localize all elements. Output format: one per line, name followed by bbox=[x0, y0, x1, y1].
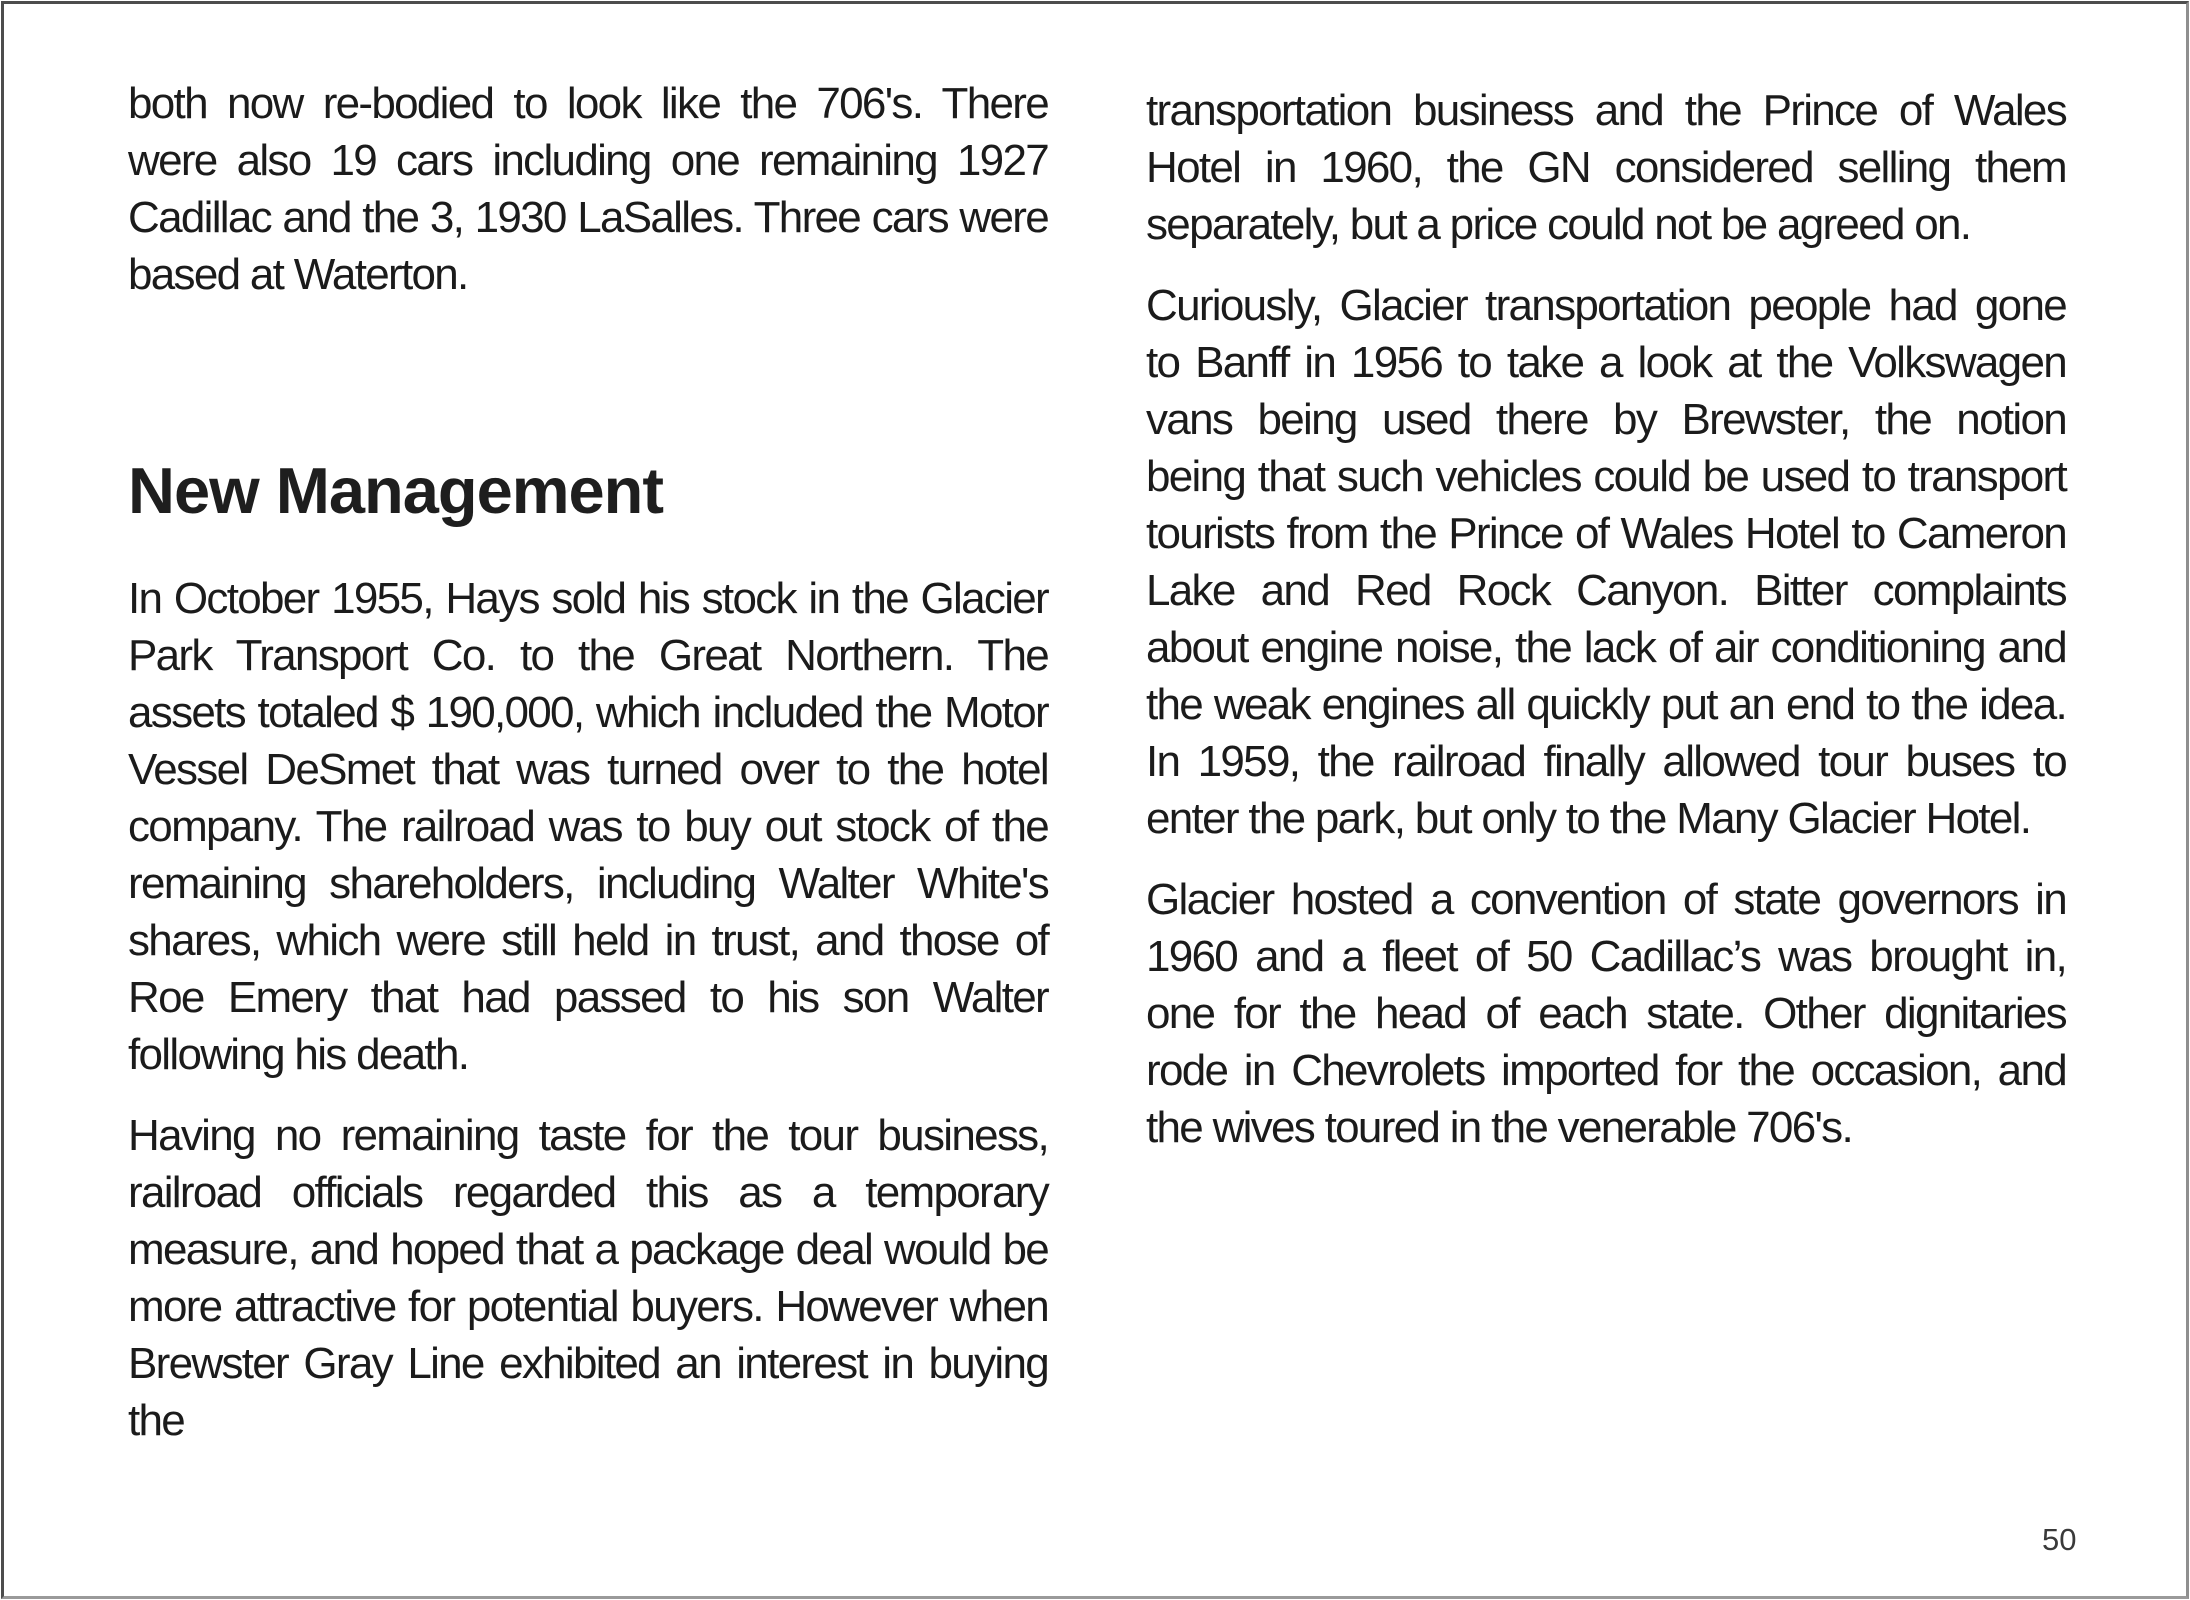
paragraph-continues-to-next-column: Having no remaining taste for the tour business, railroad officials regarded this as a temporary measure, and hoped that a package deal would be more attractive for potential buyers. However when Brewster Gray Line exhibited an interest in buying the bbox=[128, 1111, 1048, 1445]
section-heading: New Management bbox=[128, 454, 664, 527]
paragraph: In October 1955, Hays sold his stock in the Glacier Park Transport Co. to the Great Northern. The assets totaled $ 190,000, which included the Motor Vessel DeSmet that was turned over to the hotel company. The railroad was to buy out stock of the remaining shareholders, including Walter White's shares, which were still held in trust, and those of Roe Emery that had passed to his son Walter following his death. bbox=[128, 574, 1048, 1079]
paragraph-continued-from-left-column: transportation business and the Prince of Wales Hotel in 1960, the GN considered selling them separately, but a price could not be agreed on. bbox=[1146, 86, 2066, 249]
paragraph-continued-from-previous-page: both now re-bodied to look like the 706's. There were also 19 cars including one remaining 1927 Cadillac and the 3, 1930 LaSalles. Three cars were based at Waterton. bbox=[128, 79, 1048, 299]
paragraph: Curiously, Glacier transportation people had gone to Banff in 1956 to take a look at the Volkswagen vans being used there by Brewster, the notion being that such vehicles could be used to transport tourists from the Prince of Wales Hotel to Cameron Lake and Red Rock Canyon. Bitter complaints about engine noise, the lack of air conditioning and the weak engines all quickly put an end to the idea. In 1959, the railroad finally allowed tour buses to enter the park, but only to the Many Glacier Hotel. bbox=[1146, 281, 2066, 843]
page-number: 50 bbox=[2042, 1522, 2077, 1557]
paragraph: Glacier hosted a convention of state governors in 1960 and a fleet of 50 Cadillac’s was brought in, one for the head of each state. Other dignitaries rode in Chevrolets imported for the occasion, and the wives toured in the venerable 706's. bbox=[1146, 875, 2066, 1152]
left-column bbox=[128, 75, 1048, 1473]
right-column bbox=[1146, 82, 2066, 1180]
